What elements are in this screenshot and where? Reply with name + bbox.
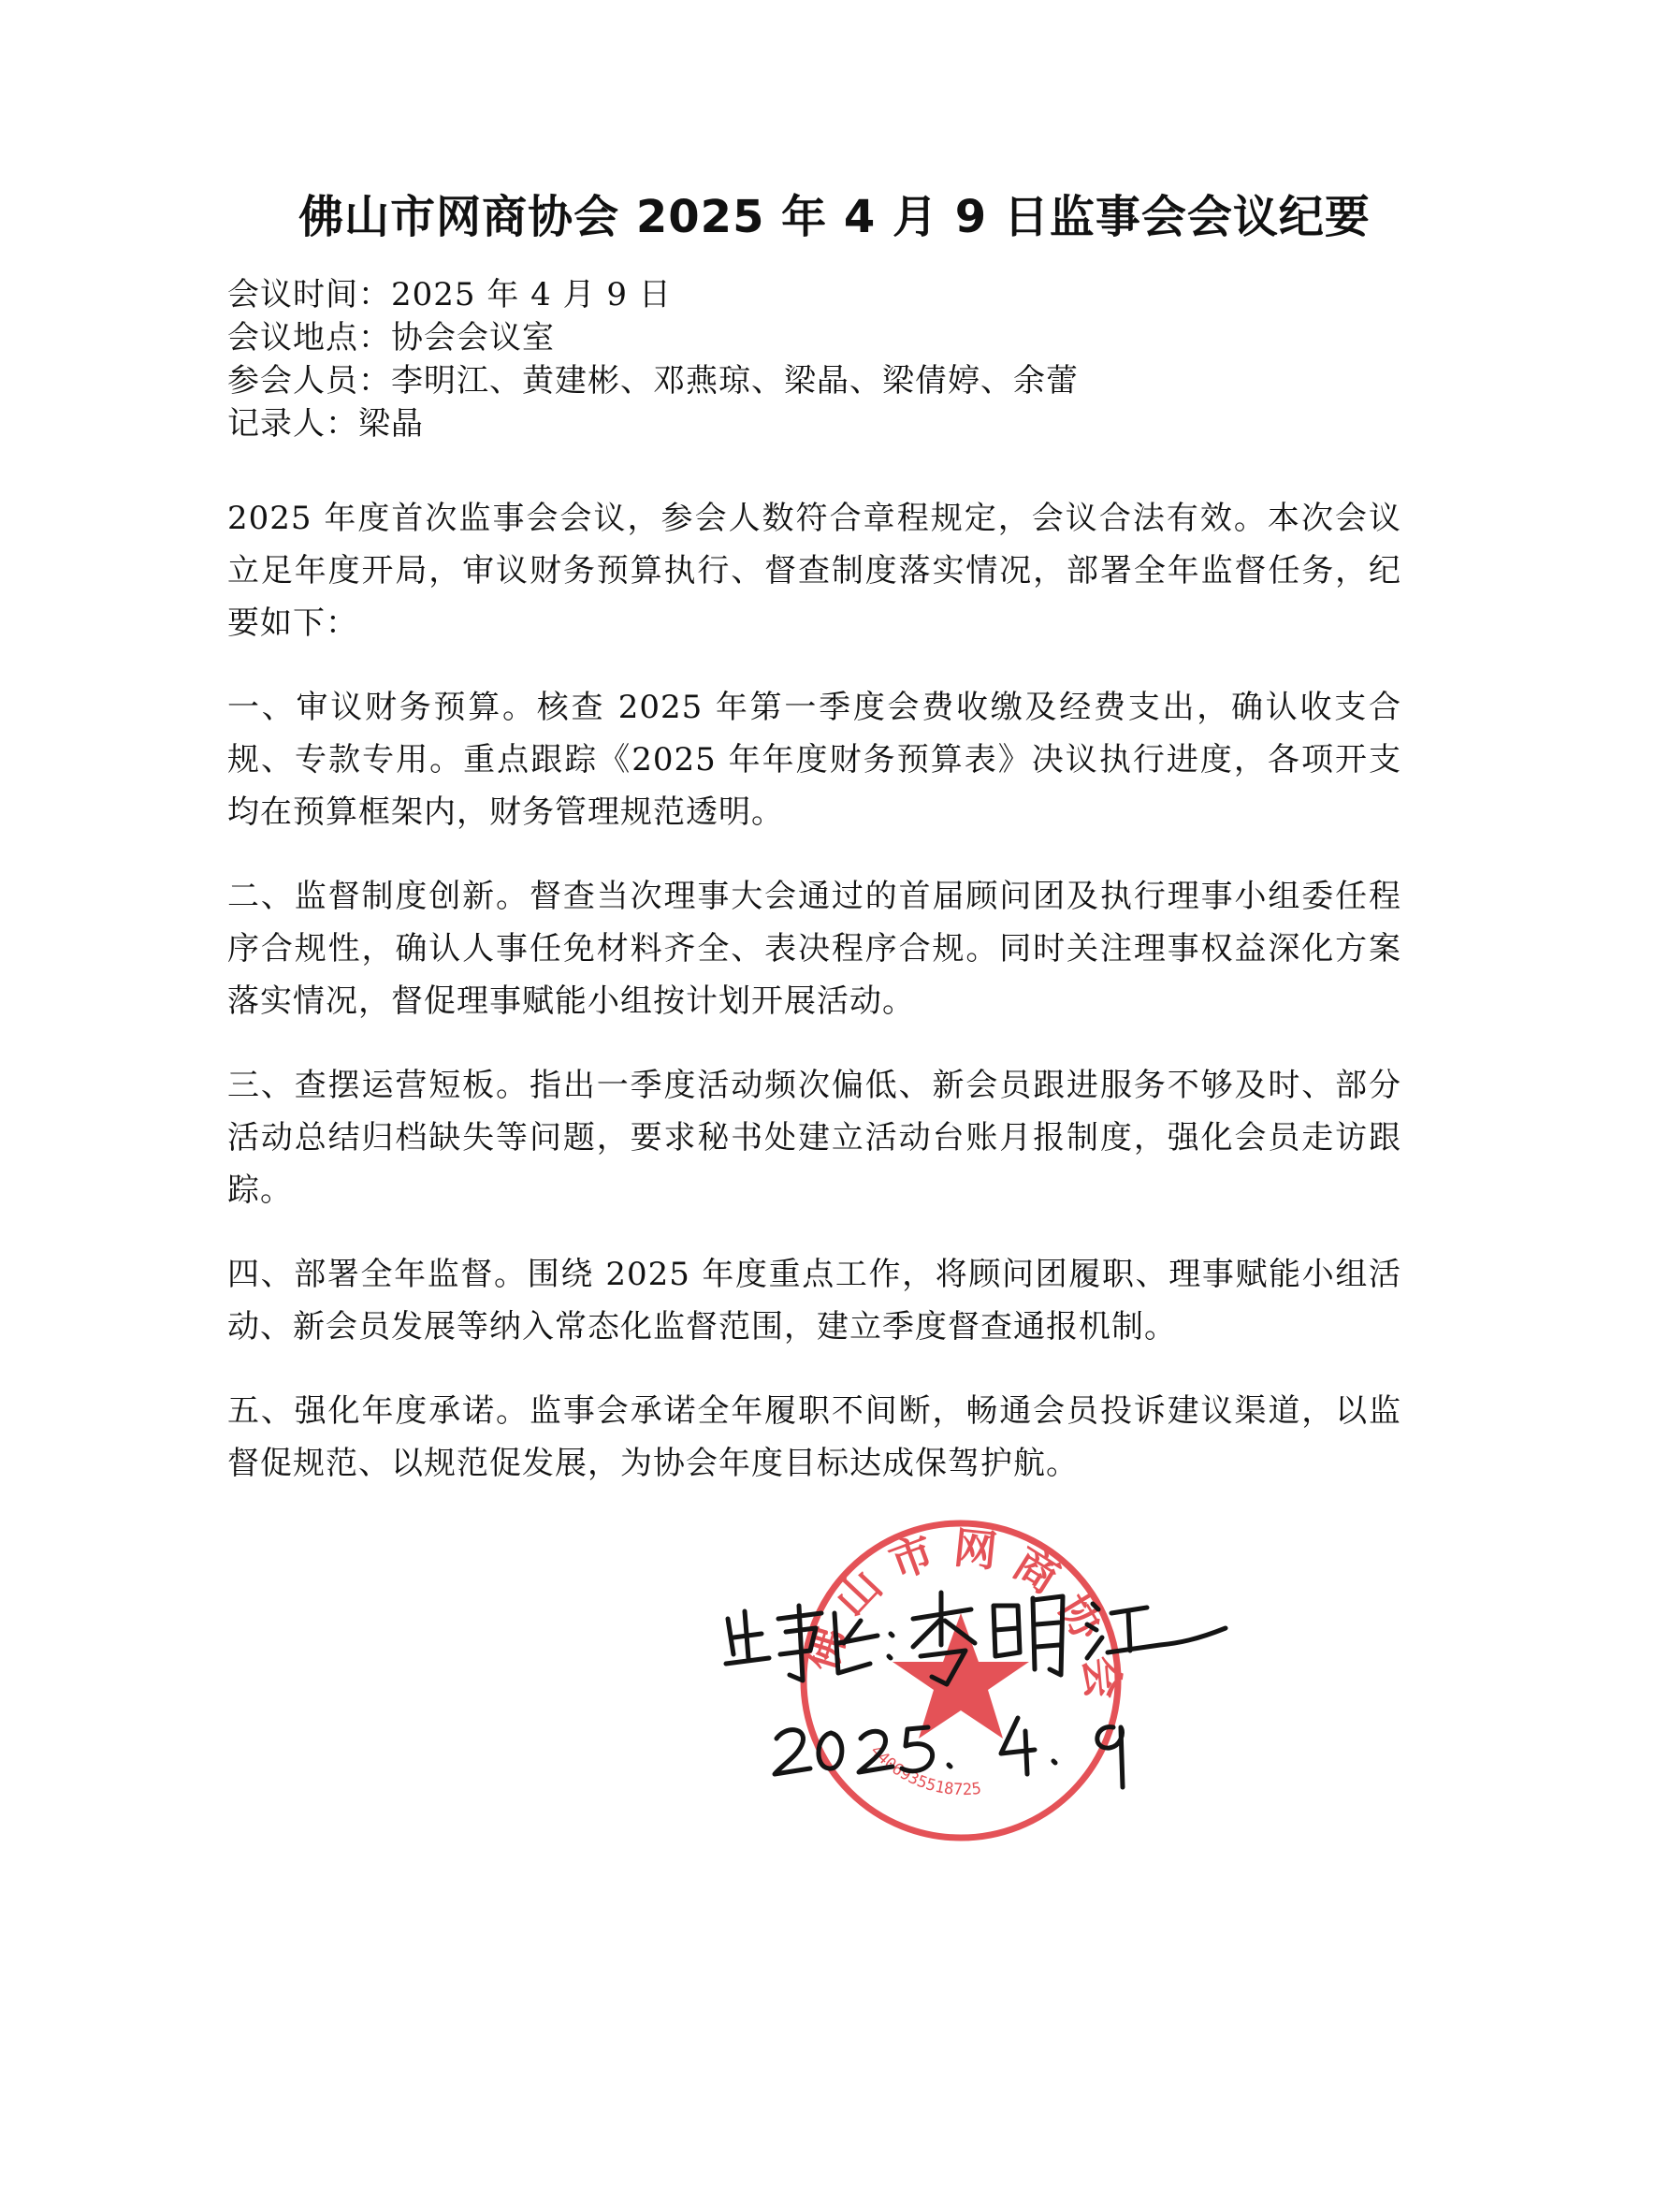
item-2-paragraph: 二、监督制度创新。督查当次理事大会通过的首届顾问团及执行理事小组委任程序合规性，确认人事任免材料齐全、表决程序合规。同时关注理事权益深化方案落实情况，督促理事赋能小组按计划开展活动。	[227, 878, 1401, 1020]
handwritten-signature	[720, 1553, 1244, 1825]
item-5-paragraph: 五、强化年度承诺。监事会承诺全年履职不间断，畅通会员投诉建议渠道，以监督促规范、以规范促发展，为协会年度目标达成保驾护航。	[227, 1392, 1401, 1482]
meeting-info	[227, 273, 1444, 445]
intro-paragraph: 2025 年度首次监事会会议，参会人数符合章程规定，会议合法有效。本次会议立足年度开局，审议财务预算执行、督查制度落实情况，部署全年监督任务，纪要如下：	[227, 500, 1401, 642]
item-3-paragraph: 三、查摆运营短板。指出一季度活动频次偏低、新会员跟进服务不够及时、部分活动总结归档缺失等问题，要求秘书处建立活动台账月报制度，强化会员走访跟踪。	[227, 1067, 1401, 1209]
svg-text:4406935518725: 4406935518725	[866, 1741, 982, 1800]
document-title: 佛山市网商协会 2025 年 4 月 9 日监事会会议纪要	[298, 191, 1371, 243]
minutes-body	[227, 492, 1401, 1521]
svg-text:佛 山 市 网 商 协 会: 佛 山 市 网 商 协 会	[795, 1521, 1129, 1702]
item-4-paragraph: 四、部署全年监督。围绕 2025 年度重点工作，将顾问团履职、理事赋能小组活动、新会员发展等纳入常态化监督范围，建立季度督查通报机制。	[227, 1256, 1401, 1346]
meeting-time: 会议时间：2025 年 4 月 9 日	[227, 276, 672, 313]
meeting-location: 会议地点：协会会议室	[227, 319, 555, 357]
item-1-paragraph: 一、审议财务预算。核查 2025 年第一季度会费收缴及经费支出，确认收支合规、专款专用。重点跟踪《2025 年年度财务预算表》决议执行进度，各项开支均在预算框架内，财务管理规范透明。	[227, 689, 1401, 831]
meeting-attendees: 参会人员：李明江、黄建彬、邓燕琼、梁晶、梁倩婷、余蕾	[227, 362, 1079, 400]
meeting-recorder: 记录人：梁晶	[227, 405, 424, 443]
